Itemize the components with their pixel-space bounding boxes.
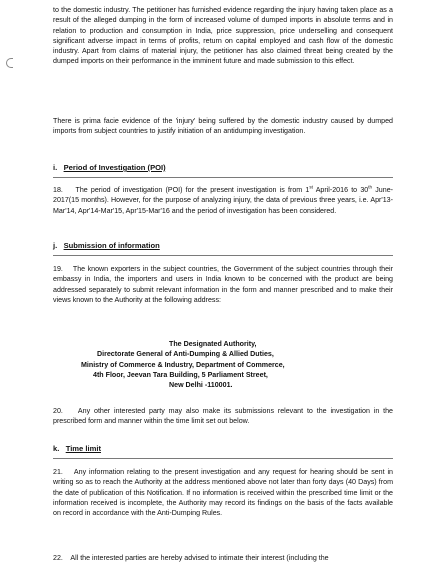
address-line: New Delhi -110001.	[169, 381, 233, 390]
section-divider	[53, 255, 393, 256]
address-line: Directorate General of Anti-Dumping & Allied Duties,	[97, 350, 274, 359]
authority-address	[53, 339, 393, 390]
address-line: 4th Floor, Jeevan Tara Building, 5 Parliament Street,	[93, 370, 268, 379]
address-line: The Designated Authority,	[169, 340, 257, 348]
paragraph-prima-facie: There is prima facie evidence of the 'injury' being suffered by the domestic industry caused by dumped imports from subject countries to justify initiation of an antidumping investigation.	[53, 117, 393, 136]
section-divider	[53, 177, 393, 178]
section-divider	[53, 458, 393, 459]
paragraph-18: 18. The period of investigation (POI) for the present investigation is from 1st April-2016 to 30th June-2017(15 months). However, for the purpose of analyzing injury, the data of previous three years, i.e. Apr'13-Mar'14, Apr'14-Mar'15, Apr'15-Mar'16 and the period of investigation has been considered.	[53, 184, 393, 215]
heading-time-limit	[53, 444, 393, 454]
heading-title: Submission of information	[63, 241, 160, 250]
heading-letter: j.	[53, 241, 58, 250]
heading-letter: k.	[53, 444, 60, 453]
margin-punch-mark	[6, 58, 13, 68]
paragraph-21: 21. Any information relating to the present investigation and any request for hearing should be sent in writing so as to reach the Authority at the address mentioned above not later than forty days (40 Days) from the date of publication of this Notification. If no information is received within the prescribed time limit or the information received is incomplete, the Authority may record its findings on the basis of the facts available on record in accordance with the Anti-Dumping Rules.	[53, 468, 393, 518]
paragraph-20: 20. Any other interested party may also make its submissions relevant to the investigation in the prescribed form and manner within the time limit set out below.	[53, 407, 393, 426]
paragraph-injury-evidence: to the domestic industry. The petitioner has furnished evidence regarding the injury having taken place as a result of the alleged dumping in the form of increased volume of dumped imports in absolute terms and in relation to production and consumption in India, price suppression, price underselling and consequent significant adverse impact in terms of profits, return on capital employed and cash flow of the domestic industry. Apart from claims of material injury, the petitioner has also claimed threat being created by the dumped imports on their performance in the imminent future and made submission to this effect.	[53, 6, 393, 66]
heading-submission-of-information	[53, 241, 393, 251]
address-line: Ministry of Commerce & Industry, Department of Commerce,	[81, 360, 285, 369]
heading-letter: i.	[53, 163, 58, 172]
heading-period-of-investigation	[53, 163, 393, 173]
heading-title: Period of Investigation (POI)	[63, 163, 166, 172]
paragraph-19: 19. The known exporters in the subject countries, the Government of the subject countries through their embassy in India, the importers and users in India known to be concerned with the product are being addressed separately to submit relevant information in the form and manner prescribed and to make their views known to the Authority at the following address:	[53, 265, 393, 304]
paragraph-22: 22. All the interested parties are hereby advised to intimate their interest (including the	[53, 554, 329, 562]
heading-title: Time limit	[65, 444, 101, 453]
